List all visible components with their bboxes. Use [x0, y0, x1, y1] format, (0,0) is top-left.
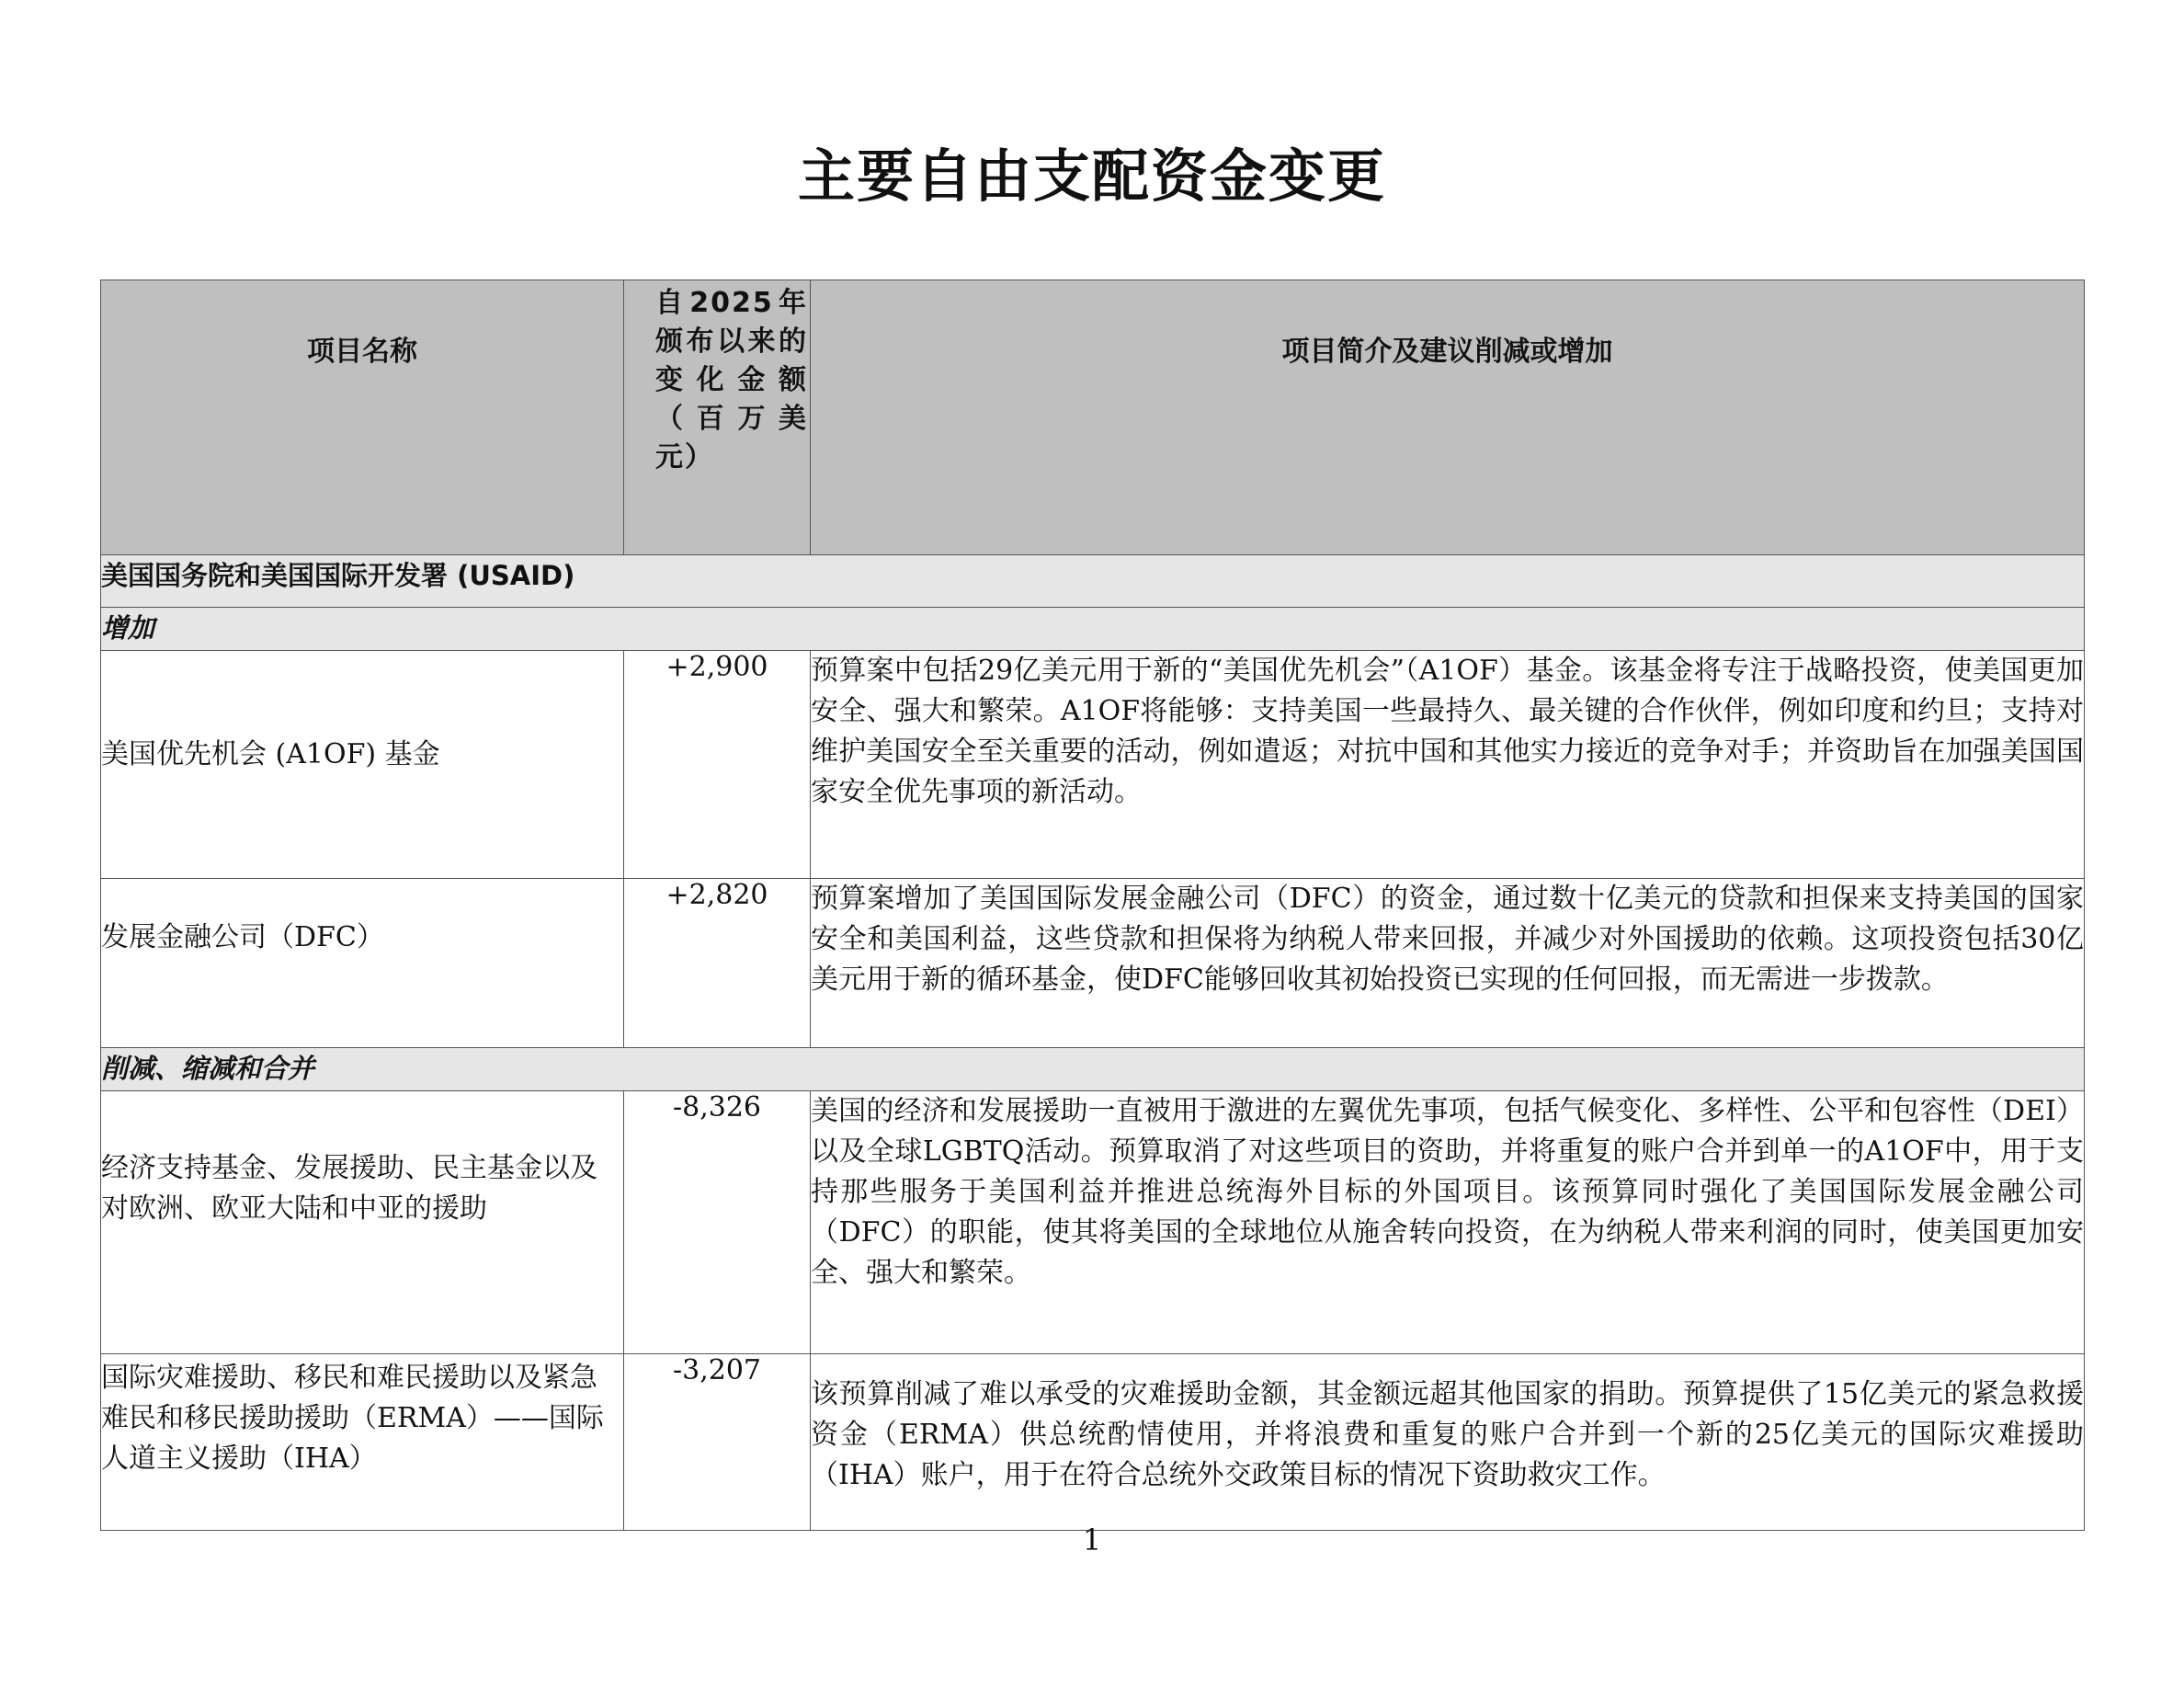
row-project-name: 经济支持基金、发展援助、民主基金以及对欧洲、欧亚大陆和中亚的援助 — [101, 1091, 624, 1354]
row-change-amount: -3,207 — [624, 1354, 811, 1531]
table-row — [101, 651, 2085, 879]
section-row — [101, 555, 2085, 608]
row-description: 美国的经济和发展援助一直被用于激进的左翼优先事项，包括气候变化、多样性、公平和包容性（DEI）以及全球LGBTQ活动。预算取消了对这些项目的资助，并将重复的账户合并到单一的A1OF中，用于支持那些服务于美国利益并推进总统海外目标的外国项目。该预算同时强化了美国国际发展金融公司（DFC）的职能，使其将美国的全球地位从施舍转向投资，在为纳税人带来利润的同时，使美国更加安全、强大和繁荣。 — [811, 1091, 2085, 1354]
group-row-increase — [101, 608, 2085, 651]
row-change-amount: +2,900 — [624, 651, 811, 879]
section-title: 美国国务院和美国国际开发署 (USAID) — [101, 555, 2085, 608]
row-description: 预算案增加了美国国际发展金融公司（DFC）的资金，通过数十亿美元的贷款和担保来支持美国的国家安全和美国利益，这些贷款和担保将为纳税人带来回报，并减少对外国援助的依赖。这项投资包括30亿美元用于新的循环基金，使DFC能够回收其初始投资已实现的任何回报，而无需进一步拨款。 — [811, 879, 2085, 1048]
budget-table — [100, 279, 2085, 1531]
page-number: 1 — [1082, 1523, 1102, 1557]
table-row — [101, 1354, 2085, 1531]
group-label: 增加 — [101, 608, 2085, 651]
header-change-amount: 自2025年颁布以来的变化金额（百万美元） — [624, 280, 811, 555]
row-description: 该预算削减了难以承受的灾难援助金额，其金额远超其他国家的捐助。预算提供了15亿美元的紧急救援资金（ERMA）供总统酌情使用，并将浪费和重复的账户合并到一个新的25亿美元的国际灾难援助（IHA）账户，用于在符合总统外交政策目标的情况下资助救灾工作。 — [811, 1354, 2085, 1531]
row-project-name: 发展金融公司（DFC） — [101, 879, 624, 1048]
page-title: 主要自由支配资金变更 — [797, 143, 1386, 210]
row-change-amount: -8,326 — [624, 1091, 811, 1354]
row-project-name: 美国优先机会 (A1OF) 基金 — [101, 651, 624, 879]
table-row — [101, 1091, 2085, 1354]
header-description: 项目简介及建议削减或增加 — [811, 280, 2085, 555]
row-project-name: 国际灾难援助、移民和难民援助以及紧急难民和移民援助援助（ERMA）——国际人道主义援助（IHA） — [101, 1354, 624, 1531]
row-change-amount: +2,820 — [624, 879, 811, 1048]
header-project-name: 项目名称 — [101, 280, 624, 555]
group-row-reductions — [101, 1048, 2085, 1091]
row-description: 预算案中包括29亿美元用于新的“美国优先机会”（A1OF）基金。该基金将专注于战略投资，使美国更加安全、强大和繁荣。A1OF将能够：支持美国一些最持久、最关键的合作伙伴，例如印度和约旦；支持对维护美国安全至关重要的活动，例如遣返；对抗中国和其他实力接近的竞争对手；并资助旨在加强美国国家安全优先事项的新活动。 — [811, 651, 2085, 879]
table-header-row — [101, 280, 2085, 555]
table-row — [101, 879, 2085, 1048]
group-label: 削减、缩减和合并 — [101, 1048, 2085, 1091]
